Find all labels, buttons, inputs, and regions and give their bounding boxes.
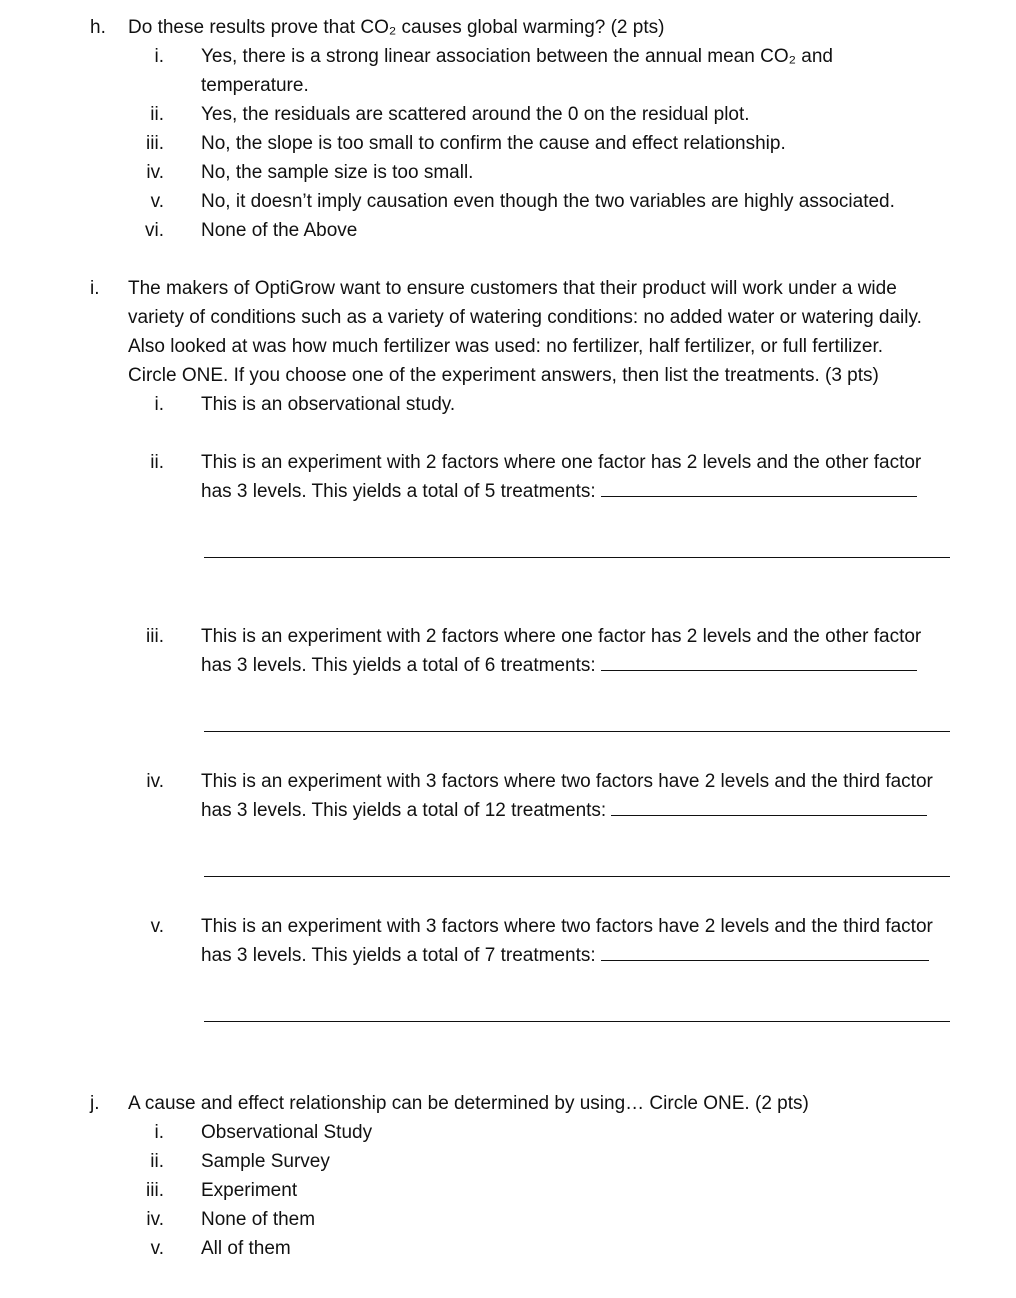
option-text: Experiment xyxy=(201,1180,298,1201)
option-text: None of the Above xyxy=(201,220,358,241)
answer-blank[interactable] xyxy=(611,799,927,816)
option-text: Sample Survey xyxy=(201,1151,330,1172)
option-text: temperature. xyxy=(201,75,309,96)
answer-line[interactable] xyxy=(204,731,950,732)
option-text: has 3 levels. This yields a total of 5 treatments: xyxy=(201,480,917,504)
option-number: ii. xyxy=(150,104,164,125)
answer-blank[interactable] xyxy=(601,480,917,497)
answer-line[interactable] xyxy=(204,557,950,558)
question-i-prompt-line: The makers of OptiGrow want to ensure customers that their product will work under a wide xyxy=(128,278,897,299)
option-number: iv. xyxy=(146,771,164,792)
question-i-prompt-line: Also looked at was how much fertilizer was used: no fertilizer, half fertilizer, or full fertilizer. xyxy=(128,336,884,357)
option-text: has 3 levels. This yields a total of 7 treatments: xyxy=(201,944,929,968)
question-h-prompt: Do these results prove that CO₂ causes global warming? (2 pts) xyxy=(128,17,665,38)
option-number: iii. xyxy=(146,133,164,154)
option-text: This is an experiment with 3 factors where two factors have 2 levels and the third factor xyxy=(201,916,933,937)
option-text: This is an experiment with 2 factors where one factor has 2 levels and the other factor xyxy=(201,626,922,647)
option-number: i. xyxy=(154,46,164,67)
option-number: ii. xyxy=(150,1151,164,1172)
option-text: No, it doesn’t imply causation even though the two variables are highly associated. xyxy=(201,191,895,212)
answer-blank[interactable] xyxy=(601,944,929,961)
option-text: This is an experiment with 2 factors where one factor has 2 levels and the other factor xyxy=(201,452,922,473)
option-number: vi. xyxy=(145,220,164,241)
question-i-prompt-line: Circle ONE. If you choose one of the experiment answers, then list the treatments. (3 pts) xyxy=(128,365,879,386)
option-number: v. xyxy=(150,191,164,212)
option-number: i. xyxy=(154,394,164,415)
option-text: This is an observational study. xyxy=(201,394,456,415)
answer-line[interactable] xyxy=(204,1021,950,1022)
option-number: iii. xyxy=(146,1180,164,1201)
option-text: has 3 levels. This yields a total of 6 treatments: xyxy=(201,654,917,678)
option-text: None of them xyxy=(201,1209,316,1230)
option-number: i. xyxy=(154,1122,164,1143)
question-j-prompt: A cause and effect relationship can be determined by using… Circle ONE. (2 pts) xyxy=(128,1093,809,1114)
option-text: Yes, the residuals are scattered around the 0 on the residual plot. xyxy=(201,104,750,125)
question-h-number: h. xyxy=(90,17,106,38)
option-text: All of them xyxy=(201,1238,291,1259)
option-number: iv. xyxy=(146,162,164,183)
option-text: This is an experiment with 3 factors where two factors have 2 levels and the third factor xyxy=(201,771,933,792)
option-number: iii. xyxy=(146,626,164,647)
question-i-number: i. xyxy=(90,278,100,299)
question-j-number: j. xyxy=(90,1093,100,1114)
option-number: iv. xyxy=(146,1209,164,1230)
option-text: Yes, there is a strong linear association between the annual mean CO₂ and xyxy=(201,46,833,67)
answer-line[interactable] xyxy=(204,876,950,877)
option-number: v. xyxy=(150,916,164,937)
option-text: No, the sample size is too small. xyxy=(201,162,474,183)
option-text: Observational Study xyxy=(201,1122,373,1143)
question-i-prompt-line: variety of conditions such as a variety of watering conditions: no added water or watering daily. xyxy=(128,307,922,328)
answer-blank[interactable] xyxy=(601,654,917,671)
option-text: No, the slope is too small to confirm the cause and effect relationship. xyxy=(201,133,786,154)
option-number: ii. xyxy=(150,452,164,473)
option-text: has 3 levels. This yields a total of 12 treatments: xyxy=(201,799,927,823)
option-number: v. xyxy=(150,1238,164,1259)
